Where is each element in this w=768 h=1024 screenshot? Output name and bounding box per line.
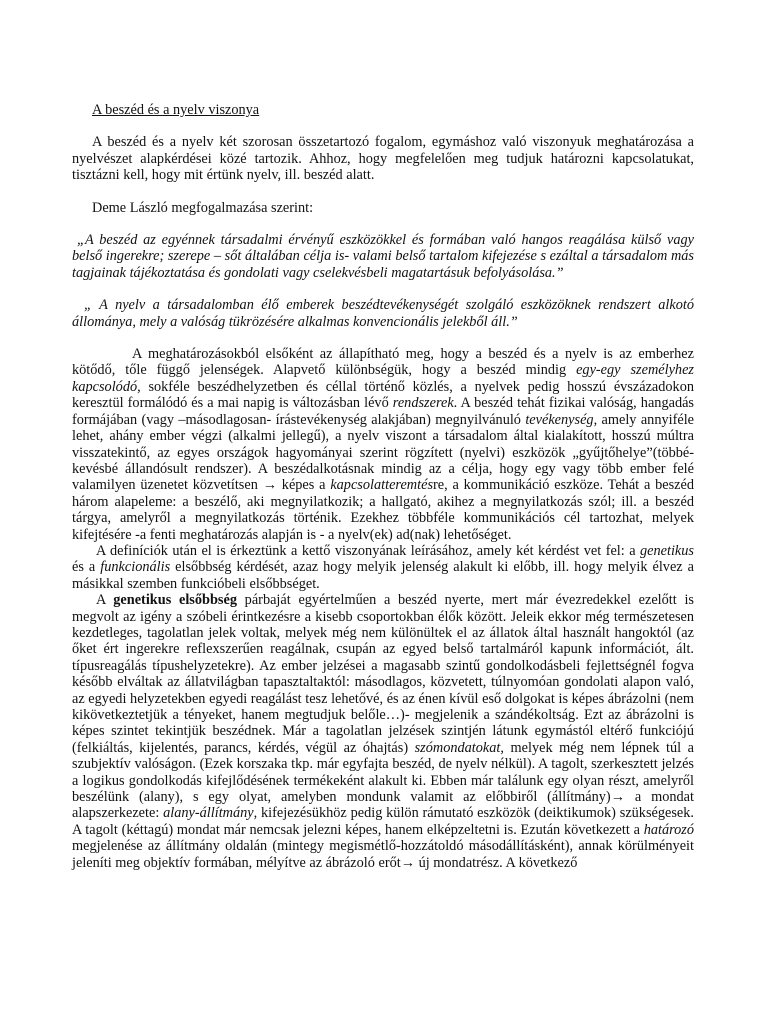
deme-intro: Deme László megfogalmazása szerint: <box>92 199 314 216</box>
quote-language-definition: „ A nyelv a társadalomban élő emberek beszédtevékenységét szolgáló eszközöknek rendszert alkotó állománya, mely a valóság tükrözésére alkalmas konvencionális jelekből áll.” <box>72 297 694 330</box>
document-body <box>72 102 694 871</box>
paragraph-definitions: A meghatározásokból elsőként az állapítható meg, hogy a beszéd és a nyelv is az emberhez kötődő, tőle függő jelenségek. Alapvető különbségük, hogy a beszéd mindig egy-egy személyhez kapcsolódó, sokféle beszédhelyzetben és céllal történő közlés, a nyelvek pedig hosszú évszázadokon keresztül formálódó és a mai napig is változásban lévő rendszerek. A beszéd tehát fizikai valóság, hangadás formájában (vagy –másodlagosan- írástevékenység alakjában) megnyilvánuló tevékenység, amely annyiféle lehet, ahány ember végzi (alkalmi jellegű), a nyelv viszont a társadalom által kialakított, hosszú múltra visszatekintő, az egyes országok hagyományai szerint rögzített (nyelvi) eszközök „gyűjtőhelye”(többé-kevésbé állandósult rendszer). A beszédalkotásnak mindig az a célja, hogy egy vagy több ember felé valamilyen üzenetet közvetítsen → képes a kapcsolatteremtésre, a kommunikáció eszköze. Tehát a beszéd három alapeleme: a beszélő, aki megnyilatkozik; a hallgató, akihez a megnyilatkozás szól; ill. a beszéd tárgya, amelyről a megnyilatkozás történik. Ezekhez többféle kommunikációs cél tartozhat, melyek kifejtésére -a fenti meghatározás alapján is - a nyelv(ek) ad(nak) lehetőséget. <box>72 346 695 543</box>
arrow-right-icon: → <box>400 854 415 871</box>
quote-speech-definition: „A beszéd az egyénnek társadalmi érvényű eszközökkel és formában való hangos reagálása külső vagy belső ingerekre; szerepe – sőt általában célja is- valami belső tartalom kifejezése s ezáltal a társadalom más tagjainak tájékoztatása és gondolati vagy cselekvésbeli magatartásuk befolyásolása.” <box>72 232 694 281</box>
paragraph-relation: A definíciók után el is érkeztünk a kettő viszonyának leírásához, amely két kérdést vet fel: a genetikus és a funkcionális elsőbbség kérdését, azaz hogy melyik jelenség alakult ki előbb, ill. hogy melyik élvez a másikkal szemben funkcióbeli elsőbbséget. <box>72 542 694 592</box>
arrow-right-icon: → <box>262 477 277 494</box>
intro-paragraph: A beszéd és a nyelv két szorosan összetartozó fogalom, egymáshoz való viszonyuk meghatározása a nyelvészet alapkérdései közé tartozik. Ahhoz, hogy megfelelően meg tudjuk határozni kapcsolatukat, tisztázni kell, hogy mit értünk nyelv, ill. beszéd alatt. <box>72 134 694 184</box>
document-title: A beszéd és a nyelv viszonya <box>92 102 260 118</box>
paragraph-genetic-priority: A genetikus elsőbbség párbaját egyértelműen a beszéd nyerte, mert már évezredekkel ezelőtt is megvolt az igény a szóbeli érintkezésre a kisebb csoportokban élők között. Jeleik ekkor még természetesen kezdetleges, tagolatlan jelek voltak, melyek még nem különültek el az állatok által használt hangoktól (az őket ért ingerekre reflexszerűen reagálnak, csupán az egyed belső tartalmáról kapunk információt, ált. típusreagálás típushelyzetekre). Az ember jelzései a magasabb szintű gondolkodásbeli fejlettségnél fogva később elváltak az állatvilágban tapasztaltaktól: másodlagos, közvetett, túlnyomóan gondolati alapon való, az egyedi helyzetekben egyedi reagálást tesz lehetővé, és az énen kívül eső dolgokat is képes ábrázolni (nem kikövetkeztetjük a tényeket, hanem megtudjuk belőle…)- megjelenik a szándékoltság. Ezt az ábrázolni is képes szintet tekintjük beszédnek. Már a tagolatlan jelzések szintjén látunk egymástól eltérő funkciójú (felkiáltás, kijelentés, parancs, kérdés, végül az óhajtás) szómondatokat, melyek még nem lépnek túl a szubjektív valóságon. (Ezek korszaka tkp. már egyfajta beszéd, de nyelv nélkül). A tagolt, szerkesztett jelzés a logikus gondolkodás kifejlődésének termékeként alakult ki. Ebben már találunk egy olyan részt, amelyről beszélünk (alany), s egy olyat, amelyben mondunk valamit az előbbiről (állítmány)→ a mondat alapszerkezete: alany-állítmány, kifejezésükhöz pedig külön rámutató eszközök (deiktikumok) szükségesek. A tagolt (kéttagú) mondat már nemcsak jelezni képes, hanem elképzeltetni is. Ezután következett a határozó megjelenése az állítmány oldalán (mintegy megismétlő-hozzátoldó másodállításként), annak körülményeit jeleníti meg objektív formában, mélyítve az ábrázoló erőt→ új mondatrész. A következő <box>72 592 694 871</box>
arrow-right-icon: → <box>610 789 625 806</box>
